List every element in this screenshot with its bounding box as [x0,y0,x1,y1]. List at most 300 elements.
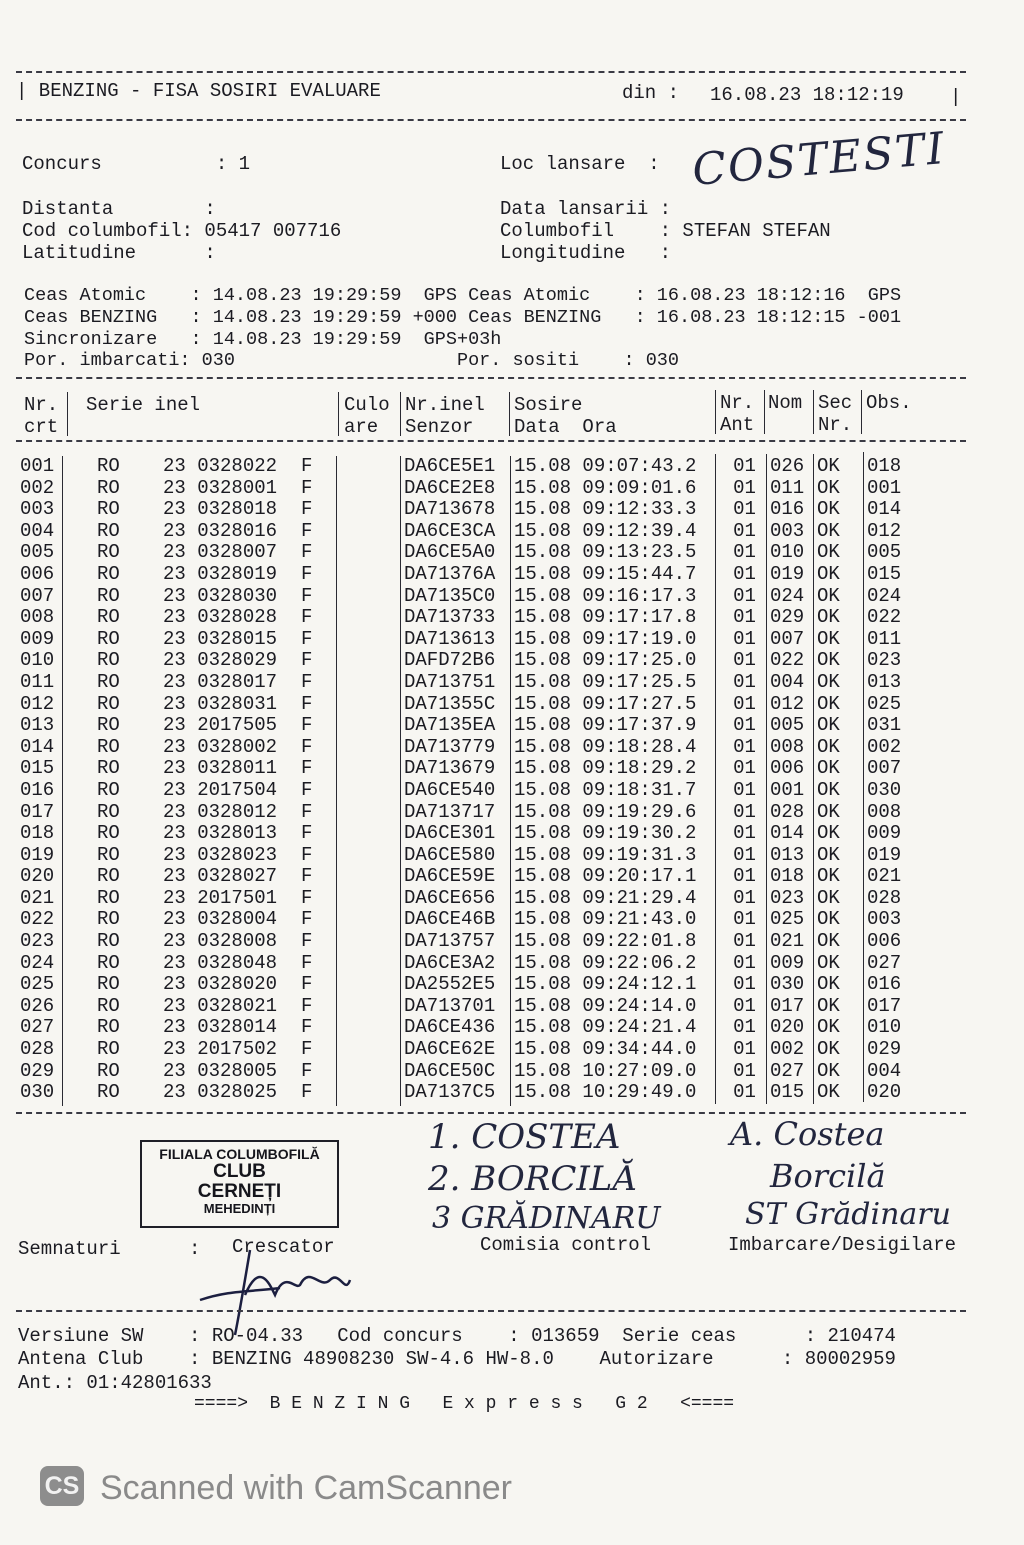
cell-spacer [64,931,97,953]
cell-spacer [64,1039,97,1061]
cell-sosire: 15.08 09:24:14.0 [514,994,697,1017]
cell-ant: 01 [733,455,756,477]
cell-sosire: 15.08 09:12:33.3 [514,498,697,521]
cell-ring: 23 2017501 [163,886,278,909]
stamp-line-3: CERNEȚI [197,1180,282,1202]
stamp-line-1: FILIALA COLUMBOFILĂ [159,1146,320,1162]
cell-obs: 031 [867,714,902,737]
cell-nr: 015 [20,757,55,780]
cell-country: RO [97,606,120,629]
cell-sex: F [301,584,313,607]
cell-ant: 01 [733,886,756,909]
cell-sosire: 15.08 09:20:17.1 [514,865,697,888]
cell-spacer [64,607,97,629]
cell-sec: OK [817,994,840,1017]
cell-sec: OK [817,519,840,542]
cell-ant: 01 [733,865,756,888]
cell-ant: 01 [733,822,756,845]
cell-ring: 23 0328007 [163,541,278,564]
cell-obs: 008 [867,800,902,823]
cell-nom: 023 [770,886,805,909]
cell-sex: F [301,757,313,780]
cell-sec: OK [817,757,840,780]
cell-nr: 003 [20,498,55,521]
footer-rule [16,1310,966,1312]
table-row [20,866,927,888]
cell-senzor: DA6CE50C [404,1059,496,1082]
cell-nom: 013 [770,843,805,866]
arrivals-table-body [20,456,927,1104]
cell-nr: 026 [20,994,55,1017]
cell-spacer [345,1082,404,1104]
cell-sex: F [301,627,313,650]
cell-obs: 029 [867,1038,902,1061]
cell-ring: 23 0328016 [163,519,278,542]
cell-ring: 23 2017505 [163,714,278,737]
cell-obs: 025 [867,692,902,715]
header-sep [813,390,814,434]
cell-sex: F [301,649,313,672]
pigeons-count-line: Por. imbarcati: 030 Por. sositi : 030 [24,350,680,371]
cell-nom: 009 [770,951,805,974]
table-row [20,974,927,996]
cell-nom: 015 [770,1081,805,1104]
cell-sec: OK [817,822,840,845]
cell-ant: 01 [733,735,756,758]
cell-country: RO [97,843,120,866]
table-row [20,996,927,1018]
cell-spacer [64,974,97,996]
cell-ant: 01 [733,627,756,650]
cell-nr: 028 [20,1038,55,1061]
cell-country: RO [97,930,120,953]
header-sep [509,392,510,436]
cell-nr: 007 [20,584,55,607]
cell-sec: OK [817,498,840,521]
table-row [20,888,927,910]
cell-ant: 01 [733,973,756,996]
table-row [20,845,927,867]
cell-spacer [64,650,97,672]
cell-ring: 23 0328015 [163,627,278,650]
camscanner-logo: CS [40,1466,84,1506]
cell-nr: 019 [20,843,55,866]
cell-sosire: 15.08 09:18:29.2 [514,757,697,780]
cell-sec: OK [817,455,840,477]
cell-country: RO [97,994,120,1017]
cell-senzor: DA7135EA [404,714,496,737]
print-date-value: 16.08.23 18:12:19 [710,84,904,106]
signature-2: Borcilă [770,1157,886,1195]
cell-senzor: DA6CE46B [404,908,496,931]
table-row [20,499,927,521]
cell-country: RO [97,735,120,758]
header-rule [16,119,966,121]
cell-spacer [64,953,97,975]
cell-sosire: 15.08 09:12:39.4 [514,519,697,542]
commission-member-3: 3 GRĂDINARU [432,1201,661,1236]
cell-nr: 006 [20,562,55,585]
cell-ant: 01 [733,843,756,866]
cell-senzor: DA6CE59E [404,865,496,888]
cell-nom: 017 [770,994,805,1017]
col-nr-ant-1: Nr. [720,392,755,414]
header-sep [861,390,862,434]
cell-country: RO [97,865,120,888]
cell-obs: 009 [867,822,902,845]
signature-3: ST Grădinaru [745,1197,951,1232]
cell-country: RO [97,584,120,607]
cell-ring: 23 0328025 [163,1081,278,1104]
cell-nom: 028 [770,800,805,823]
cell-spacer [345,866,404,888]
cell-sosire: 15.08 09:17:27.5 [514,692,697,715]
columns-top-rule [16,377,966,379]
cell-ant: 01 [733,1038,756,1061]
cell-senzor: DA6CE5A0 [404,541,496,564]
cell-senzor: DA713779 [404,735,496,758]
cell-sosire: 15.08 09:24:21.4 [514,1016,697,1039]
footer-versiune-line: Versiune SW : RO-04.33 Cod concurs : 013659 Serie ceas : 210474 [18,1325,896,1347]
cell-nom: 003 [770,519,805,542]
cell-country: RO [97,649,120,672]
cell-nom: 007 [770,627,805,650]
cod-columbofil-field: Cod columbofil: 05417 007716 [22,220,342,242]
cell-obs: 001 [867,476,902,499]
cell-sec: OK [817,843,840,866]
cell-sosire: 15.08 09:21:43.0 [514,908,697,931]
cell-sosire: 15.08 09:17:19.0 [514,627,697,650]
cell-nr: 022 [20,908,55,931]
cell-obs: 004 [867,1059,902,1082]
cell-obs: 016 [867,973,902,996]
cell-spacer [345,1061,404,1083]
cell-nr: 017 [20,800,55,823]
signature-1: A. Costea [730,1115,885,1153]
cell-sec: OK [817,973,840,996]
data-lansarii-field: Data lansarii : [500,198,672,220]
table-row [20,478,927,500]
cell-spacer [345,629,404,651]
cell-nom: 008 [770,735,805,758]
cell-ant: 01 [733,994,756,1017]
cell-ant: 01 [733,476,756,499]
table-row [20,521,927,543]
cell-sec: OK [817,562,840,585]
cell-sosire: 15.08 09:13:23.5 [514,541,697,564]
cell-country: RO [97,541,120,564]
cell-senzor: DA713678 [404,498,496,521]
table-row [20,1061,927,1083]
cell-nr: 014 [20,735,55,758]
cell-ring: 23 0328008 [163,930,278,953]
cell-country: RO [97,455,120,477]
cell-country: RO [97,1038,120,1061]
arrivals-table [20,456,927,1104]
cell-spacer [345,888,404,910]
cell-sec: OK [817,1081,840,1104]
cell-spacer [345,456,404,478]
table-row [20,672,927,694]
cell-sosire: 15.08 09:22:01.8 [514,930,697,953]
cell-sex: F [301,886,313,909]
cell-ring: 23 0328030 [163,584,278,607]
longitudine-field: Longitudine : [500,242,672,264]
cell-ant: 01 [733,930,756,953]
table-row [20,1039,927,1061]
col-sec-2: Nr. [818,414,853,436]
cell-spacer [64,909,97,931]
cell-sosire: 15.08 10:27:09.0 [514,1059,697,1082]
cell-obs: 015 [867,562,902,585]
cell-country: RO [97,800,120,823]
cell-sosire: 15.08 09:18:28.4 [514,735,697,758]
columns-bottom-rule [16,440,966,442]
cell-spacer [345,586,404,608]
cell-sex: F [301,735,313,758]
cell-country: RO [97,627,120,650]
cell-sex: F [301,562,313,585]
header-sep [338,392,339,436]
col-nr-crt-1: Nr. [24,394,59,416]
cell-sosire: 15.08 09:07:43.2 [514,455,697,477]
cell-senzor: DA6CE540 [404,778,496,801]
cell-spacer [345,996,404,1018]
cell-ring: 23 0328002 [163,735,278,758]
loc-lansare-label: Loc lansare : [500,153,660,175]
distanta-field: Distanta : [22,198,216,220]
cell-obs: 027 [867,951,902,974]
cell-senzor: DA2552E5 [404,973,496,996]
cell-spacer [345,802,404,824]
cell-spacer [345,974,404,996]
cell-nr: 029 [20,1059,55,1082]
cell-ant: 01 [733,519,756,542]
cell-sec: OK [817,865,840,888]
cell-nom: 005 [770,714,805,737]
cell-country: RO [97,519,120,542]
col-sosire-1: Sosire [514,394,583,416]
cell-sec: OK [817,476,840,499]
stamp-line-2: CLUB [213,1160,266,1182]
cell-country: RO [97,476,120,499]
cell-ring: 23 0328012 [163,800,278,823]
cell-senzor: DA713679 [404,757,496,780]
cell-obs: 007 [867,757,902,780]
cell-ant: 01 [733,951,756,974]
cell-obs: 002 [867,735,902,758]
cell-nr: 018 [20,822,55,845]
cell-nom: 025 [770,908,805,931]
cell-country: RO [97,951,120,974]
cell-spacer [345,672,404,694]
cell-senzor: DA6CE580 [404,843,496,866]
cell-country: RO [97,1081,120,1104]
cell-spacer [64,996,97,1018]
cell-spacer [345,564,404,586]
table-bottom-rule [16,1112,966,1114]
cell-sex: F [301,843,313,866]
cell-senzor: DA713751 [404,670,496,693]
cell-sosire: 15.08 09:19:30.2 [514,822,697,845]
comisia-label: Comisia control [480,1234,652,1256]
cell-senzor: DAFD72B6 [404,649,496,672]
cell-sex: F [301,1059,313,1082]
cell-senzor: DA713701 [404,994,496,1017]
cell-sosire: 15.08 09:17:37.9 [514,714,697,737]
cell-nom: 012 [770,692,805,715]
cell-spacer [345,521,404,543]
header-sep [715,390,716,434]
cell-sex: F [301,994,313,1017]
cell-country: RO [97,1059,120,1082]
cell-sec: OK [817,886,840,909]
cell-nr: 027 [20,1016,55,1039]
cell-spacer [345,478,404,500]
cell-nr: 023 [20,930,55,953]
cell-senzor: DA6CE436 [404,1016,496,1039]
clock-line-sync: Sincronizare : 14.08.23 19:29:59 GPS+03h [24,329,502,350]
cell-nom: 002 [770,1038,805,1061]
cell-nom: 027 [770,1059,805,1082]
cell-nom: 011 [770,476,805,499]
cell-nom: 021 [770,930,805,953]
cell-country: RO [97,498,120,521]
cell-spacer [345,845,404,867]
cell-senzor: DA7135C0 [404,584,496,607]
table-row [20,715,927,737]
cell-ring: 23 0328022 [163,455,278,477]
cell-sosire: 15.08 10:29:49.0 [514,1081,697,1104]
cell-sex: F [301,455,313,477]
cell-spacer [64,780,97,802]
table-row [20,953,927,975]
cell-ant: 01 [733,541,756,564]
cell-spacer [64,672,97,694]
table-row [20,737,927,759]
cell-senzor: DA7137C5 [404,1081,496,1104]
cell-sec: OK [817,1016,840,1039]
cell-nr: 013 [20,714,55,737]
header-sep [400,392,401,436]
table-row [20,758,927,780]
cell-sosire: 15.08 09:17:25.5 [514,670,697,693]
cell-spacer [345,909,404,931]
cell-ring: 23 0328013 [163,822,278,845]
cell-nom: 016 [770,498,805,521]
cell-spacer [345,607,404,629]
cell-spacer [64,802,97,824]
cell-nr: 020 [20,865,55,888]
cell-senzor: DA71355C [404,692,496,715]
col-sosire-2: Data Ora [514,416,617,438]
table-row [20,1017,927,1039]
cell-nom: 010 [770,541,805,564]
cell-sex: F [301,778,313,801]
camscanner-watermark: Scanned with CamScanner [100,1469,513,1507]
col-nr-inel-1: Nr.inel [405,394,485,416]
club-stamp [140,1140,339,1228]
cell-senzor: DA6CE301 [404,822,496,845]
cell-ant: 01 [733,908,756,931]
cell-ring: 23 0328031 [163,692,278,715]
cell-obs: 023 [867,649,902,672]
cell-spacer [64,564,97,586]
cell-ant: 01 [733,778,756,801]
cell-sex: F [301,1081,313,1104]
cell-sosire: 15.08 09:19:31.3 [514,843,697,866]
cell-country: RO [97,757,120,780]
cell-spacer [64,586,97,608]
cell-ring: 23 0328020 [163,973,278,996]
cell-nr: 021 [20,886,55,909]
cell-spacer [64,542,97,564]
cell-nr: 004 [20,519,55,542]
cell-spacer [64,866,97,888]
cell-sosire: 15.08 09:18:31.7 [514,778,697,801]
cell-obs: 019 [867,843,902,866]
cell-nr: 010 [20,649,55,672]
cell-country: RO [97,973,120,996]
top-rule [16,71,966,73]
cell-nom: 019 [770,562,805,585]
cell-sex: F [301,822,313,845]
concurs-field: Concurs : 1 [22,153,251,175]
cell-spacer [345,953,404,975]
cell-spacer [64,715,97,737]
cell-senzor: DA6CE5E1 [404,455,496,477]
cell-sec: OK [817,606,840,629]
cell-obs: 014 [867,498,902,521]
cell-obs: 011 [867,627,902,650]
table-row [20,694,927,716]
cell-sosire: 15.08 09:24:12.1 [514,973,697,996]
cell-sec: OK [817,670,840,693]
cell-sosire: 15.08 09:15:44.7 [514,562,697,585]
cell-spacer [345,823,404,845]
col-obs: Obs. [866,392,912,414]
col-culoare-2: are [344,416,379,438]
print-date-label: din : [622,82,680,104]
cell-sex: F [301,800,313,823]
cell-spacer [345,758,404,780]
cell-spacer [345,715,404,737]
cell-senzor: DA6CE3CA [404,519,496,542]
cell-nr: 030 [20,1081,55,1104]
footer-ant-line: Ant.: 01:42801633 [18,1372,212,1394]
cell-nr: 025 [20,973,55,996]
cell-ring: 23 0328017 [163,670,278,693]
cell-ant: 01 [733,1081,756,1104]
header-end-bar: | [950,86,962,108]
cell-nr: 001 [20,455,55,477]
cell-sec: OK [817,584,840,607]
cell-country: RO [97,908,120,931]
cell-sex: F [301,476,313,499]
header-sep [67,392,68,436]
benzing-express-banner: ====> B E N Z I N G E x p r e s s G 2 <==== [194,1394,735,1414]
cell-nr: 005 [20,541,55,564]
cell-senzor: DA713757 [404,930,496,953]
cell-country: RO [97,778,120,801]
table-row [20,909,927,931]
cell-senzor: DA6CE2E8 [404,476,496,499]
cell-ring: 23 0328004 [163,908,278,931]
cell-spacer [64,1017,97,1039]
cell-sex: F [301,973,313,996]
cell-ring: 23 2017504 [163,778,278,801]
cell-ant: 01 [733,692,756,715]
